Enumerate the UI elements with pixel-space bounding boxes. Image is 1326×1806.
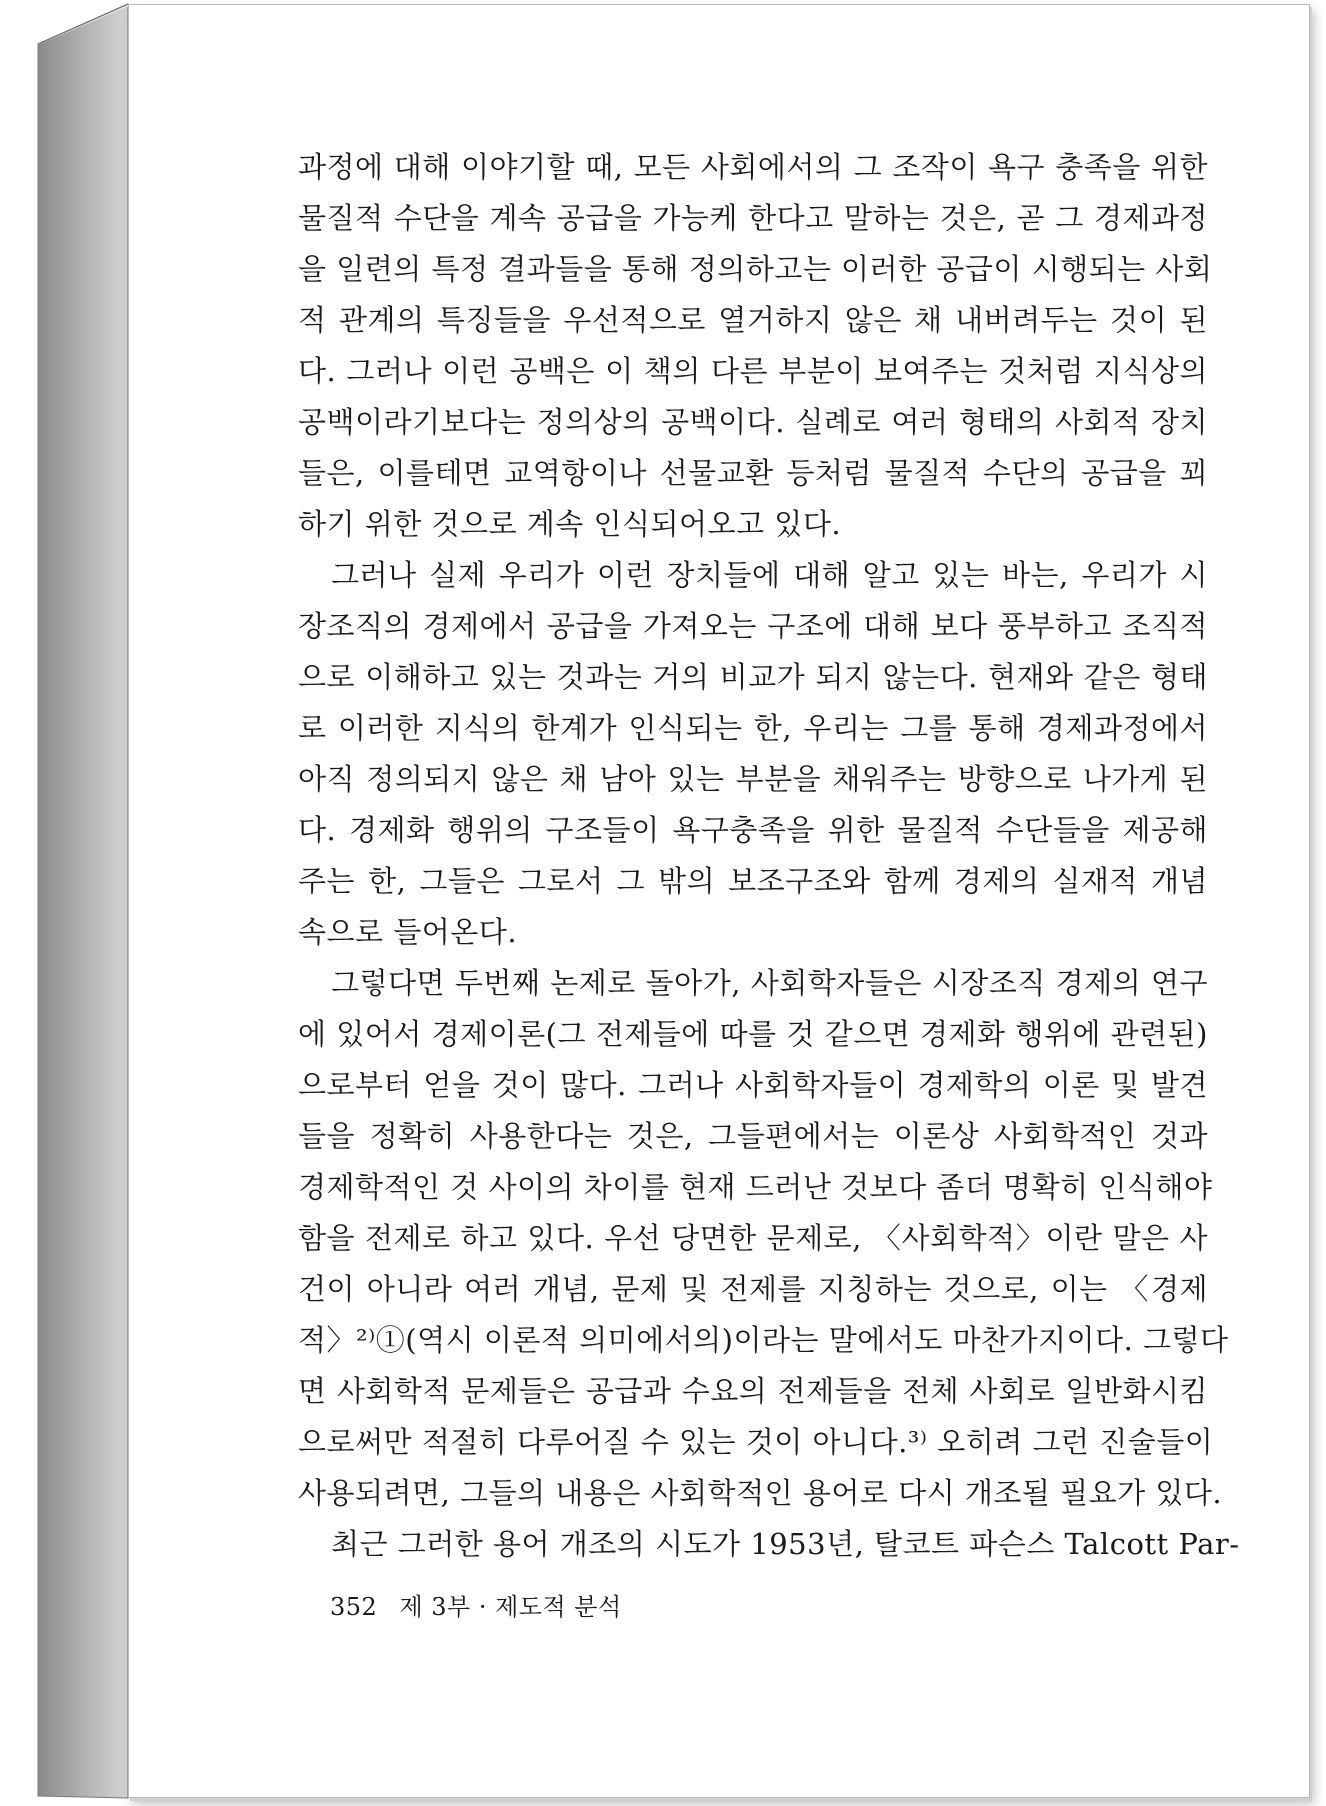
text-line: 다. 경제화 행위의 구조들이 욕구충족을 위한 물질적 수단들을 제공해 <box>298 813 1208 847</box>
text-line: 그렇다면 두번째 논제로 돌아가, 사회학자들은 시장조직 경제의 연구 <box>331 966 1208 1000</box>
page-footer <box>330 1587 622 1622</box>
text-line: 로 이러한 지식의 한계가 인식되는 한, 우리는 그를 통해 경제과정에서 <box>298 711 1208 745</box>
text-line: 으로써만 적절히 다루어질 수 있는 것이 아니다.³⁾ 오히려 그런 진술들이 <box>298 1425 1214 1459</box>
text-line: 사용되려면, 그들의 내용은 사회학적인 용어로 다시 개조될 필요가 있다. <box>298 1476 1223 1510</box>
text-line: 함을 전제로 하고 있다. 우선 당면한 문제로, 〈사회학적〉이란 말은 사 <box>298 1221 1208 1255</box>
text-line: 경제학적인 것 사이의 차이를 현재 드러난 것보다 좀더 명확히 인식해야 <box>298 1170 1213 1204</box>
text-line: 아직 정의되지 않은 채 남아 있는 부분을 채워주는 방향으로 나가게 된 <box>298 762 1208 796</box>
paragraph <box>298 958 1229 1519</box>
text-line: 에 있어서 경제이론(그 전제들에 따를 것 같으면 경제화 행위에 관련된) <box>298 1017 1208 1051</box>
body-text <box>298 142 1240 1570</box>
paragraph <box>298 550 1208 958</box>
text-line: 적 관계의 특징들을 우선적으로 열거하지 않은 채 내버려두는 것이 된 <box>298 303 1208 337</box>
book-page <box>128 4 1310 1798</box>
paragraph <box>298 142 1213 550</box>
text-line: 그러나 실제 우리가 이런 장치들에 대해 알고 있는 바는, 우리가 시 <box>331 558 1208 592</box>
text-line: 면 사회학적 문제들은 공급과 수요의 전제들을 전체 사회로 일반화시킴 <box>298 1374 1208 1408</box>
text-line: 물질적 수단을 계속 공급을 가능케 한다고 말하는 것은, 곧 그 경제과정 <box>298 201 1208 235</box>
text-line: 다. 그러나 이런 공백은 이 책의 다른 부분이 보여주는 것처럼 지식상의 <box>298 354 1208 388</box>
text-line: 주는 한, 그들은 그로서 그 밖의 보조구조와 함께 경제의 실재적 개념 <box>298 864 1208 898</box>
text-line: 건이 아니라 여러 개념, 문제 및 전제를 지칭하는 것으로, 이는 〈경제 <box>298 1272 1208 1306</box>
running-section-title: 제 3부 · 제도적 분석 <box>399 1593 622 1621</box>
paragraph <box>298 1519 1240 1570</box>
text-line: 을 일련의 특정 결과들을 통해 정의하고는 이러한 공급이 시행되는 사회 <box>298 252 1213 286</box>
text-line: 하기 위한 것으로 계속 인식되어오고 있다. <box>298 507 842 541</box>
text-line: 속으로 들어온다. <box>298 915 518 949</box>
text-line: 들을 정확히 사용한다는 것은, 그들편에서는 이론상 사회학적인 것과 <box>298 1119 1208 1153</box>
text-line: 들은, 이를테면 교역항이나 선물교환 등처럼 물질적 수단의 공급을 꾀 <box>298 456 1208 490</box>
text-line: 최근 그러한 용어 개조의 시도가 1953년, 탈코트 파슨스 Talcott Par- <box>331 1527 1240 1561</box>
text-line: 적〉²⁾①(역시 이론적 의미에서의)이라는 말에서도 마찬가지이다. 그렇다 <box>298 1323 1229 1357</box>
text-line: 공백이라기보다는 정의상의 공백이다. 실례로 여러 형태의 사회적 장치 <box>298 405 1208 439</box>
text-line: 으로 이해하고 있는 것과는 거의 비교가 되지 않는다. 현재와 같은 형태 <box>298 660 1208 694</box>
text-line: 과정에 대해 이야기할 때, 모든 사회에서의 그 조작이 욕구 충족을 위한 <box>298 150 1208 184</box>
page-number: 352 <box>330 1593 378 1621</box>
text-line: 으로부터 얻을 것이 많다. 그러나 사회학자들이 경제학의 이론 및 발견 <box>298 1068 1208 1102</box>
text-line: 장조직의 경제에서 공급을 가져오는 구조에 대해 보다 풍부하고 조직적 <box>298 609 1208 643</box>
